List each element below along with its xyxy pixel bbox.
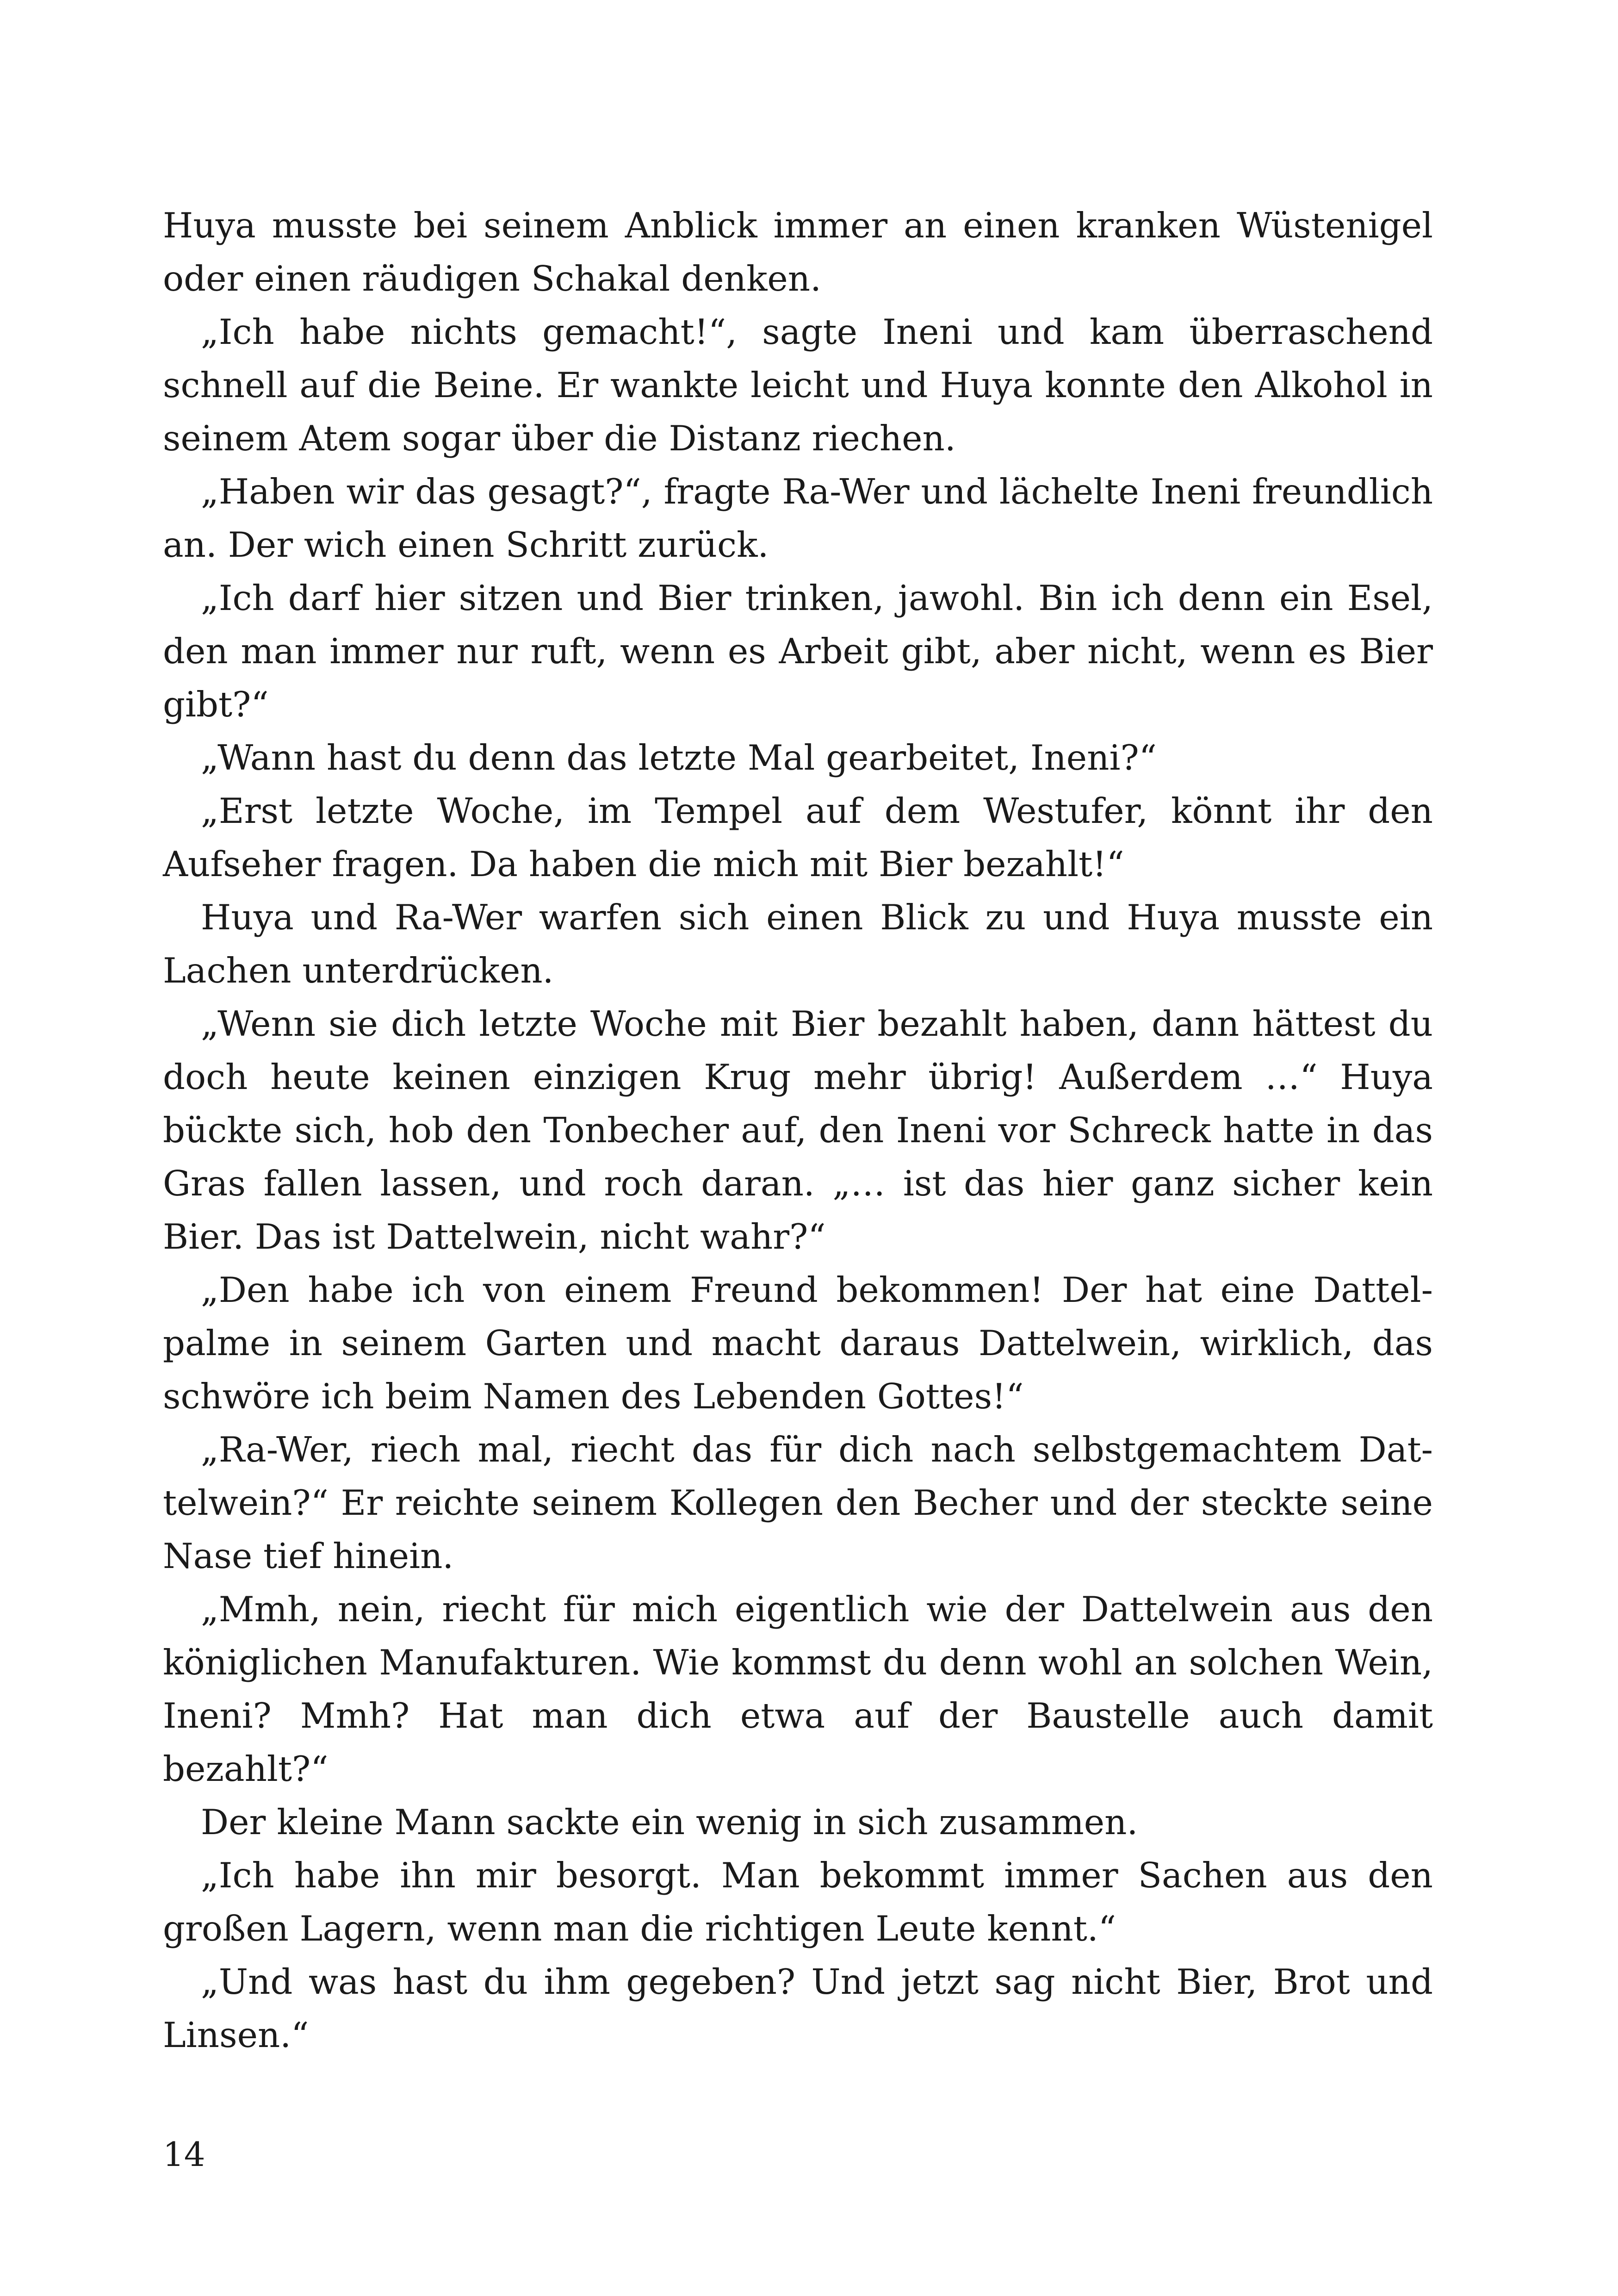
paragraph: „Erst letzte Woche, im Tempel auf dem Westufer, könnt ihr den Aufseher fragen. Da haben die mich mit Bier bezahlt!“ [163,790,1433,884]
paragraph: „Ra-Wer, riech mal, riecht das für dich nach selbstgemachtem Dattelwein?“ Er reichte seinem Kollegen den Becher und der steckte seine Nase tief hinein. [163,1429,1433,1576]
paragraph: „Den habe ich von einem Freund bekommen! Der hat eine Dattelpalme in seinem Garten und macht daraus Dattelwein, wirklich, das schwöre ich beim Namen des Lebenden Gottes!“ [163,1269,1433,1417]
paragraph: „Wann hast du denn das letzte Mal gearbeitet, Ineni?“ [201,737,1157,778]
paragraph: „Und was hast du ihm gegeben? Und jetzt sag nicht Bier, Brot und Linsen.“ [163,1961,1433,2055]
paragraph: „Ich darf hier sitzen und Bier trinken, jawohl. Bin ich denn ein Esel, den man immer nur ruft, wenn es Arbeit gibt, aber nicht, wenn es Bier gibt?“ [163,578,1433,725]
paragraph: Huya und Ra-Wer warfen sich einen Blick zu und Huya musste ein Lachen unterdrücken. [163,897,1433,991]
paragraph: „Haben wir das gesagt?“, fragte Ra-Wer und lächelte Ineni freundlich an. Der wich einen Schritt zurück. [163,471,1433,565]
body-text [163,199,1433,2062]
page-number: 14 [163,2135,205,2174]
paragraph: „Ich habe ihn mir besorgt. Man bekommt immer Sachen aus den großen Lagern, wenn man die richtigen Leute kennt.“ [163,1855,1433,1949]
paragraph: „Wenn sie dich letzte Woche mit Bier bezahlt haben, dann hättest du doch heute keinen einzigen Krug mehr übrig! Außerdem …“ Huya bückte sich, hob den Tonbecher auf, den Ineni vor Schreck hatte in das Gras fallen lassen, und roch daran. „… ist das hier ganz sicher kein Bier. Das ist Dattelwein, nicht wahr?“ [163,1003,1433,1257]
paragraph: „Mmh, nein, riecht für mich eigentlich wie der Dattelwein aus den königlichen Manufakturen. Wie kommst du denn wohl an solchen Wein, Ineni? Mmh? Hat man dich etwa auf der Baustelle auch damit bezahlt?“ [163,1589,1433,1789]
paragraph: Huya musste bei seinem Anblick immer an einen kranken Wüstenigel oder einen räudigen Schakal denken. [163,205,1433,299]
paragraph: Der kleine Mann sackte ein wenig in sich zusammen. [201,1802,1138,1842]
paragraph: „Ich habe nichts gemacht!“, sagte Ineni und kam überraschend schnell auf die Beine. Er wankte leicht und Huya konnte den Alkohol in seinem Atem sogar über die Distanz riechen. [163,311,1433,459]
